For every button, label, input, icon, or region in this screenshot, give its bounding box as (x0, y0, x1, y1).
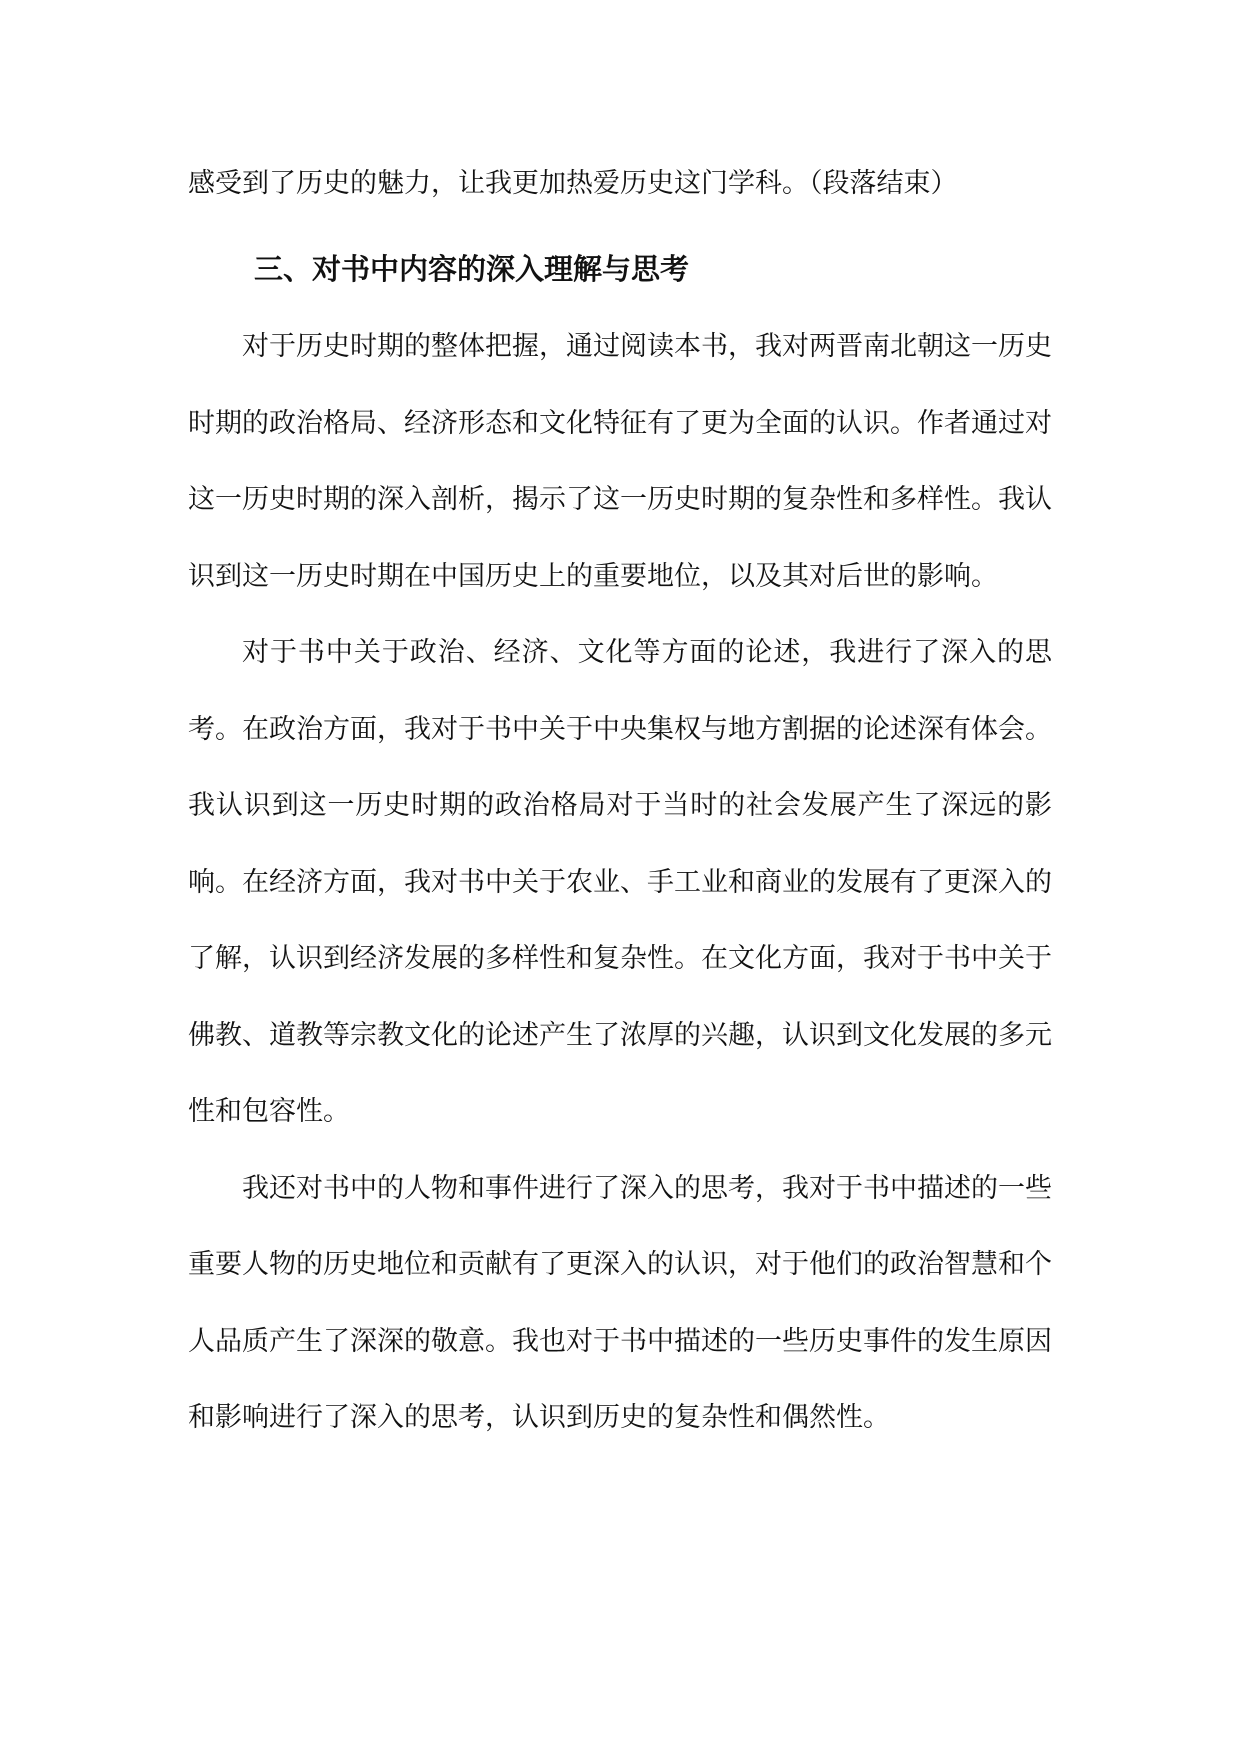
body-paragraph: 对于书中关于政治、经济、文化等方面的论述，我进行了深入的思考。在政治方面，我对于书中关于中央集权与地方割据的论述深有体会。我认识到这一历史时期的政治格局对于当时的社会发展产生了深远的影响。在经济方面，我对书中关于农业、手工业和商业的发展有了更深入的了解，认识到经济发展的多样性和复杂性。在文化方面，我对于书中关于佛教、道教等宗教文化的论述产生了浓厚的兴趣，认识到文化发展的多元性和包容性。 (188, 637, 1052, 1127)
body-paragraph: 我还对书中的人物和事件进行了深入的思考，我对于书中描述的一些重要人物的历史地位和贡献有了更深入的认识，对于他们的政治智慧和个人品质产生了深深的敬意。我也对于书中描述的一些历史事件的发生原因和影响进行了深入的思考，认识到历史的复杂性和偶然性。 (188, 1172, 1052, 1433)
document-body (188, 146, 1052, 1457)
continuation-paragraph: 感受到了历史的魅力，让我更加热爱历史这门学科。（段落结束） (188, 168, 958, 199)
section-heading: 三、对书中内容的深入理解与思考 (254, 251, 690, 286)
body-paragraph: 对于历史时期的整体把握，通过阅读本书，我对两晋南北朝这一历史时期的政治格局、经济形态和文化特征有了更为全面的认识。作者通过对这一历史时期的深入剖析，揭示了这一历史时期的复杂性和多样性。我认识到这一历史时期在中国历史上的重要地位，以及其对后世的影响。 (188, 331, 1052, 592)
